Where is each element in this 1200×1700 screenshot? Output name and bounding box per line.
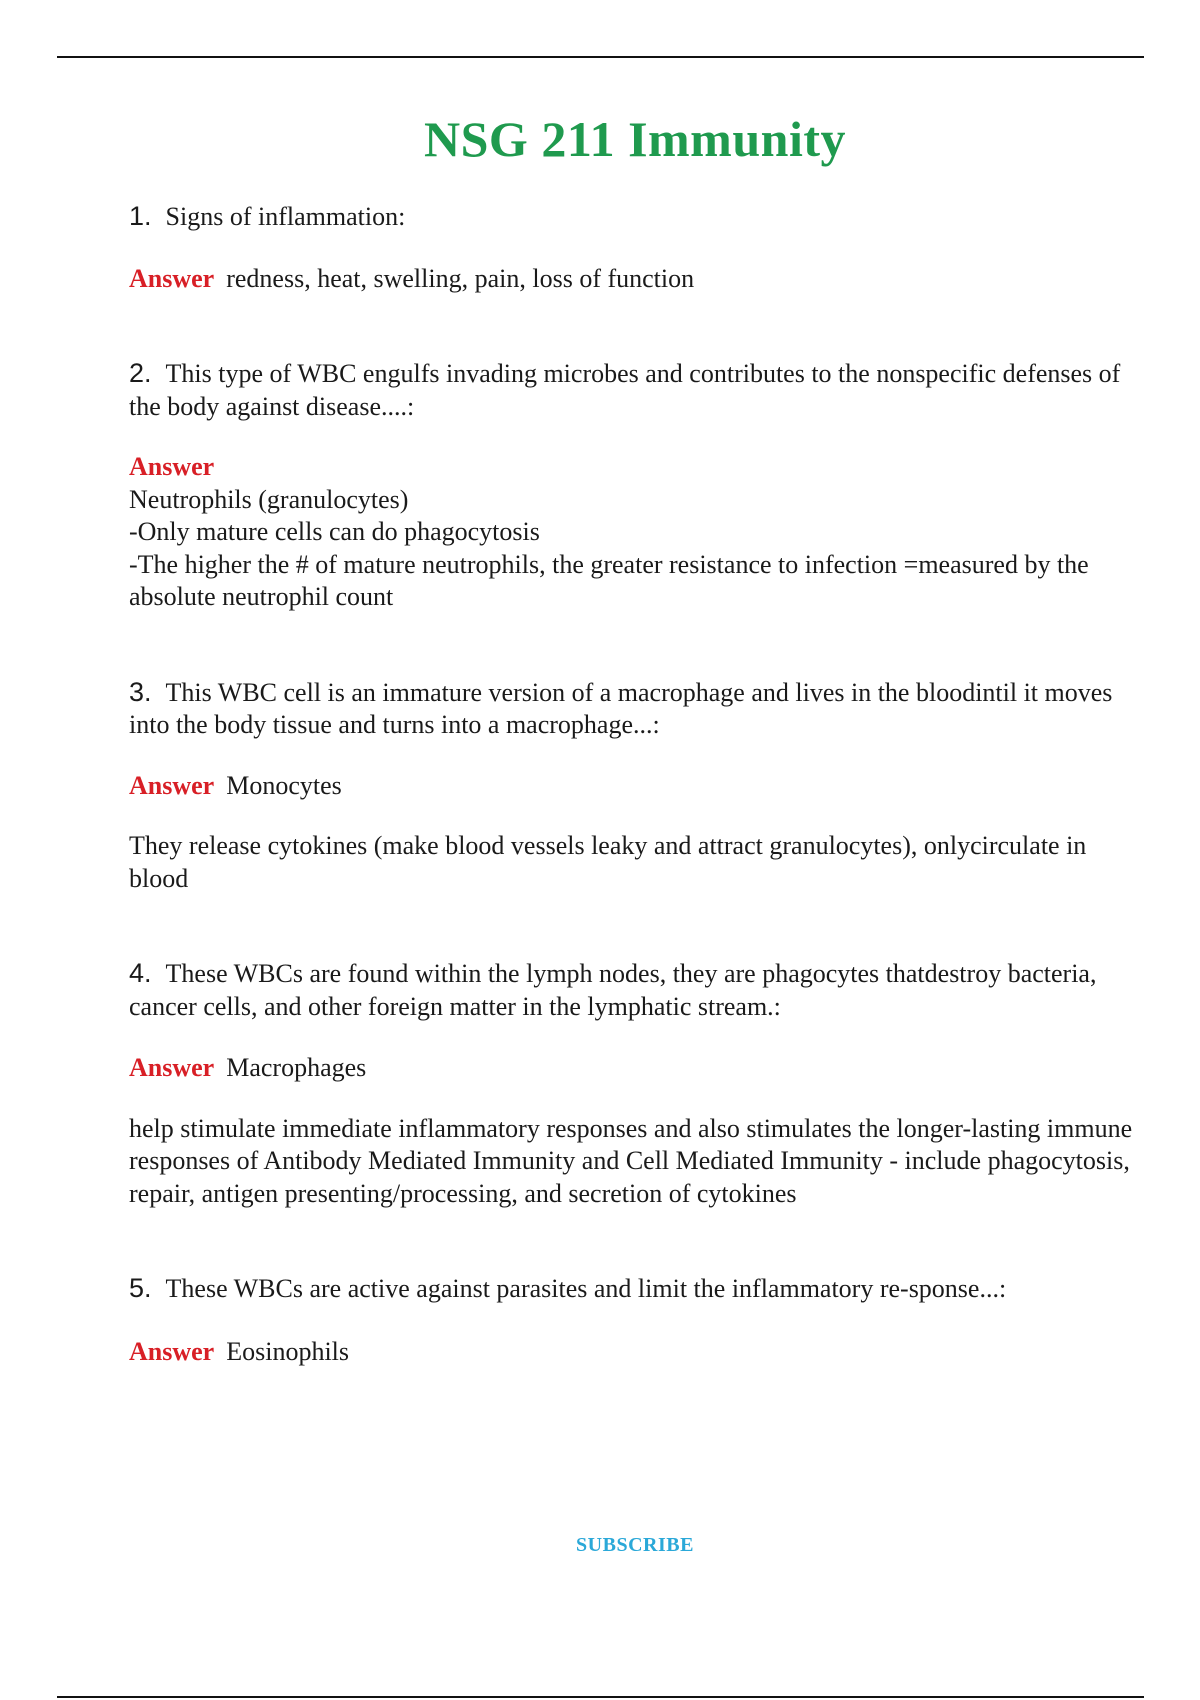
answer-2-label-line	[129, 451, 1139, 484]
answer-text: redness, heat, swelling, pain, loss of function	[226, 263, 695, 293]
top-rule	[57, 56, 1144, 58]
subscribe-link[interactable]: SUBSCRIBE	[576, 1534, 694, 1556]
answer-label: Answer	[129, 1336, 215, 1366]
answer-label: Answer	[129, 770, 215, 800]
question-number: 4.	[129, 958, 152, 988]
question-2	[129, 357, 1139, 423]
question-text: Signs of inflammation:	[165, 202, 406, 231]
answer-1	[129, 263, 1139, 296]
question-text: These WBCs are active against parasites and limit the inflammatory re-sponse...:	[165, 1274, 1007, 1303]
answer-text: Eosinophils	[226, 1336, 350, 1366]
answer-4-note: help stimulate immediate inflammatory responses and also stimulates the longer-lasting immune responses of Antibody Mediated Immunity and Cell Mediated Immunity - include phagocytosis, repair, antigen presenting/processing, and secretion of cytokines	[129, 1113, 1133, 1208]
answer-label: Answer	[129, 452, 215, 481]
answer-label: Answer	[129, 263, 215, 293]
answer-2-line-2: -Only mature cells can do phagocytosis	[129, 517, 540, 546]
question-4	[129, 957, 1139, 1023]
question-1	[129, 200, 1139, 234]
question-number: 2.	[129, 358, 152, 388]
question-number: 3.	[129, 676, 152, 707]
answer-text: Monocytes	[226, 770, 342, 800]
answer-2-line-1: Neutrophils (granulocytes)	[129, 484, 409, 514]
answer-3	[129, 770, 1139, 803]
question-text: This type of WBC engulfs invading microbes and contributes to the nonspecific defenses of the body against disease....:	[129, 359, 1121, 421]
question-number: 1.	[129, 201, 152, 231]
answer-label: Answer	[129, 1053, 215, 1082]
answer-4	[129, 1052, 1139, 1085]
question-3	[129, 676, 1139, 742]
question-text: These WBCs are found within the lymph nodes, they are phagocytes thatdestroy bacteria, cancer cells, and other foreign matter in the lymphatic stream.:	[129, 959, 1097, 1021]
bottom-rule	[57, 1696, 1144, 1698]
question-number: 5.	[129, 1273, 152, 1303]
document-body	[129, 200, 1139, 1368]
question-text: This WBC cell is an immature version of a macrophage and lives in the bloodintil it moves into the body tissue and turns into a macrophage...:	[129, 677, 1113, 739]
question-5	[129, 1272, 1139, 1306]
answer-2-line-3: -The higher the # of mature neutrophils, the greater resistance to infection =measured by the absolute neutrophil count	[129, 549, 1089, 611]
answer-5	[129, 1336, 1139, 1369]
answer-3-note: They release cytokines (make blood vessels leaky and attract granulocytes), onlycirculate in blood	[129, 831, 1087, 893]
answer-text: Macrophages	[226, 1053, 367, 1082]
page-title: NSG 211 Immunity	[424, 111, 846, 167]
